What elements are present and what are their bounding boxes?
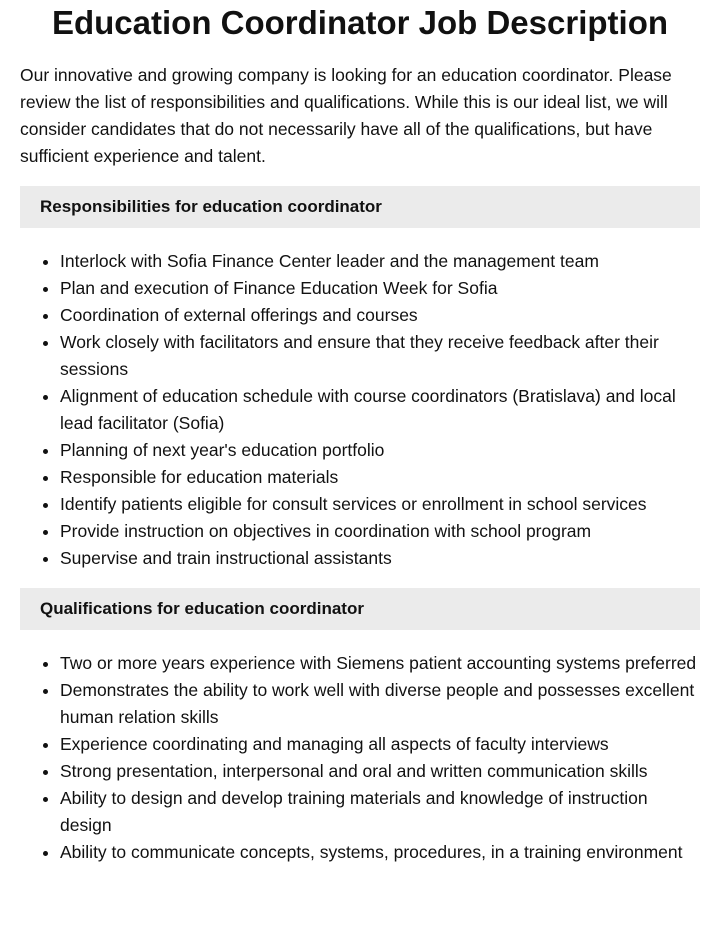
section-heading: Responsibilities for education coordinator: [20, 186, 700, 228]
list-item: • Experience coordinating and managing all aspects of faculty interviews: [60, 731, 700, 758]
section-heading: Qualifications for education coordinator: [20, 588, 700, 630]
list-item: • Strong presentation, interpersonal and oral and written communication skills: [60, 758, 700, 785]
page-title: Education Coordinator Job Description: [51, 4, 669, 41]
section-list: [20, 248, 700, 572]
list-item: • Plan and execution of Finance Education Week for Sofia: [60, 275, 700, 302]
section-list: [20, 650, 700, 866]
list-item: • Supervise and train instructional assistants: [60, 545, 700, 572]
list-item: • Demonstrates the ability to work well with diverse people and possesses excellent human relation skills: [60, 677, 700, 731]
list-item: • Identify patients eligible for consult services or enrollment in school services: [60, 491, 700, 518]
list-item: • Alignment of education schedule with course coordinators (Bratislava) and local lead facilitator (Sofia): [60, 383, 700, 437]
list-item: • Planning of next year's education portfolio: [60, 437, 700, 464]
list-item: • Work closely with facilitators and ensure that they receive feedback after their sessions: [60, 329, 700, 383]
list-item: • Ability to design and develop training materials and knowledge of instruction design: [60, 785, 700, 839]
list-item: • Interlock with Sofia Finance Center leader and the management team: [60, 248, 700, 275]
list-item: • Provide instruction on objectives in coordination with school program: [60, 518, 700, 545]
list-item: • Responsible for education materials: [60, 464, 700, 491]
list-item: • Ability to communicate concepts, systems, procedures, in a training environment: [60, 839, 700, 866]
list-item: • Coordination of external offerings and courses: [60, 302, 700, 329]
list-item: • Two or more years experience with Siemens patient accounting systems preferred: [60, 650, 700, 677]
intro-text: Our innovative and growing company is looking for an education coordinator. Please review the list of responsibilities and qualifications. While this is our ideal list, we will consider candidates that do not necessarily have all of the qualifications, but have sufficient experience and talent.: [20, 65, 672, 166]
